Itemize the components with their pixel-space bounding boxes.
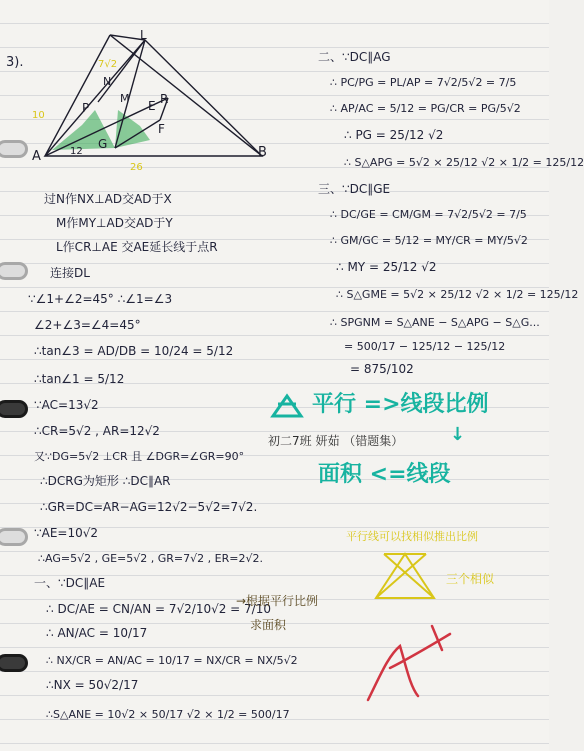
yellow-heading: 平行线可以找相似推出比例: [346, 530, 478, 543]
solution-line: 过N作NX⊥AD交AD于X: [44, 192, 172, 206]
triangle-doodle-icon: [270, 392, 304, 420]
teal-note: 面积 <=线段: [318, 462, 451, 487]
point-label: E: [148, 99, 156, 113]
solution-line: 二、∵DC∥AG: [318, 50, 391, 64]
teal-note: 平行 =>线段比例: [312, 392, 489, 417]
point-label: A: [32, 149, 41, 164]
solution-line: L作CR⊥AE 交AE延长线于点R: [56, 240, 218, 254]
solution-line: M作MY⊥AD交AD于Y: [56, 216, 173, 230]
solution-line: ∴ SPGNM = S△ANE − S△APG − S△G...: [330, 316, 540, 329]
geometry-figure: [0, 30, 280, 180]
point-label: R: [160, 92, 169, 106]
solution-line: ∴AG=5√2 , GE=5√2 , GR=7√2 , ER=2√2.: [38, 552, 263, 565]
solution-line: ∴ PC/PG = PL/AP = 7√2/5√2 = 7/5: [330, 76, 517, 89]
point-label: P: [82, 101, 90, 115]
yellow-label: 三个相似: [446, 572, 495, 586]
solution-line: 一、∵DC∥AE: [34, 576, 106, 590]
solution-line: ∴ GM/GC = 5/12 = MY/CR = MY/5√2: [330, 234, 528, 247]
point-label: M: [120, 92, 130, 105]
solution-line: ∵AE=10√2: [34, 526, 99, 540]
solution-line: 又∵DG=5√2 ⊥CR 且 ∠DGR=∠GR=90°: [34, 450, 245, 463]
solution-line: = 875/102: [350, 362, 414, 376]
solution-line: ∴ S△APG = 5√2 × 25/12 √2 × 1/2 = 125/12: [344, 156, 584, 169]
point-label: N: [103, 75, 112, 88]
arrow-note: 求面积: [250, 618, 287, 632]
solution-line: ∴NX = 50√2/17: [46, 678, 139, 692]
solution-line: ∴tan∠3 = AD/DB = 10/24 = 5/12: [34, 344, 234, 358]
solution-line: ∴DCRG为矩形 ∴DC∥AR: [40, 474, 171, 488]
solution-line: ∴GR=DC=AR−AG=12√2−5√2=7√2.: [40, 500, 258, 514]
solution-line: ∴tan∠1 = 5/12: [34, 372, 125, 386]
down-arrow-icon: ↓: [450, 424, 466, 445]
similar-triangles-sketch: [370, 548, 440, 604]
point-label: F: [158, 122, 165, 136]
solution-line: ∴CR=5√2 , AR=12√2: [34, 424, 160, 438]
solution-line: ∵AC=13√2: [34, 398, 99, 412]
solution-line: ∴ DC/GE = CM/GM = 7√2/5√2 = 7/5: [330, 208, 527, 221]
point-label: L: [140, 28, 147, 42]
solution-line: ∴ DC/AE = CN/AN = 7√2/10√2 = 7/10: [46, 602, 271, 616]
solution-line: 连接DL: [50, 266, 90, 280]
binder-ring: [0, 400, 28, 418]
binder-ring: [0, 528, 28, 546]
arrow-note: →根据平行比例: [236, 594, 319, 608]
length-label: 26: [130, 162, 143, 173]
point-label: B: [258, 145, 267, 160]
solution-line: ∴ NX/CR = AN/AC = 10/17 = NX/CR = NX/5√2: [46, 654, 298, 667]
solution-line: 三、∵DC∥GE: [318, 182, 391, 196]
problem-number: 3).: [6, 55, 24, 70]
solution-line: ∴ AN/AC = 10/17: [46, 626, 148, 640]
length-label: 10: [32, 110, 45, 121]
solution-line: ∴ AP/AC = 5/12 = PG/CR = PG/5√2: [330, 102, 521, 115]
point-label: G: [98, 137, 108, 151]
solution-line: = 500/17 − 125/12 − 125/12: [344, 340, 506, 353]
solution-line: ∴ PG = 25/12 √2: [344, 128, 444, 142]
binder-ring: [0, 654, 28, 672]
solution-line: ∵∠1+∠2=45° ∴∠1=∠3: [28, 292, 173, 306]
solution-line: ∴ S△GME = 5√2 × 25/12 √2 × 1/2 = 125/12: [336, 288, 579, 301]
red-scribble-icon: [360, 616, 460, 706]
caption: 初二7班 妍茹 （错题集）: [268, 434, 404, 448]
solution-line: ∠2+∠3=∠4=45°: [34, 318, 141, 332]
solution-line: ∴ MY = 25/12 √2: [336, 260, 437, 274]
length-label: 7√2: [98, 59, 118, 70]
length-label: 12: [70, 146, 83, 157]
solution-line: ∴S△ANE = 10√2 × 50/17 √2 × 1/2 = 500/17: [46, 708, 290, 721]
binder-ring: [0, 262, 28, 280]
